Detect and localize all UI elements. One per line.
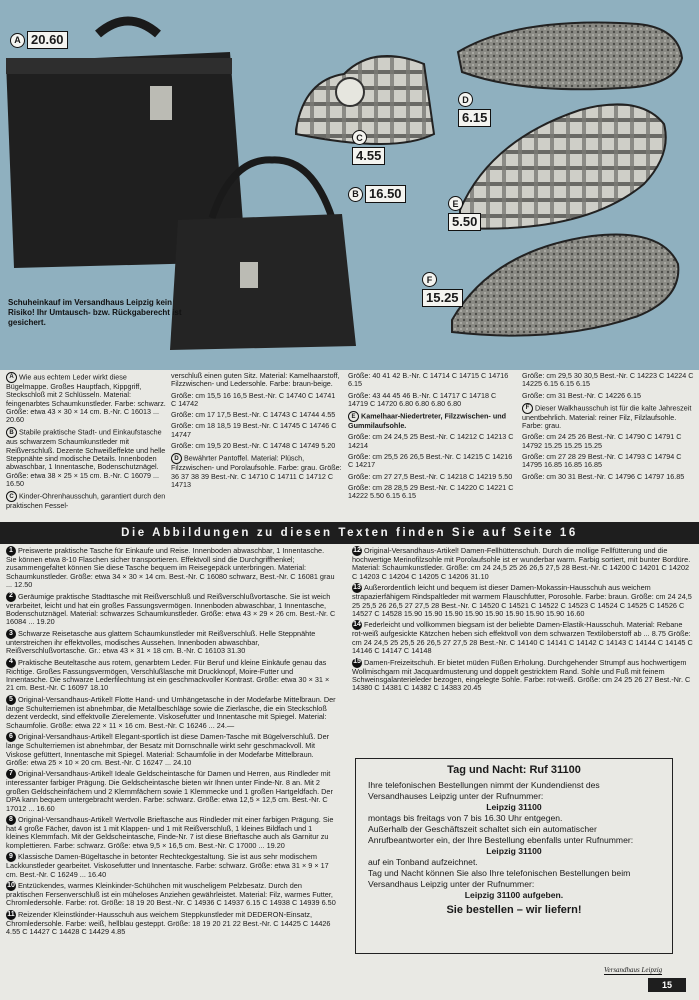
catalog-entry [348,484,516,501]
entry-text: Größe: cm 25,5 26 26,5 Best.-Nr. C 14215 C 14216 C 14217 [348,452,513,470]
box-paragraph: auf ein Tonband aufzeichnet. [368,857,478,867]
box-paragraph: Ihre telefonischen Bestellungen nimmt der Kundendienst des Versandhauses Leipzig unter der Rufnummer: [368,780,600,801]
catalog-entry [171,411,342,419]
item-text: Praktische Beuteltasche aus rotem, genarbtem Leder. Für Beruf und kleine Einkäufe genau das Richtige. Großes Fassungsvermögen, Verschlußlasche mit Druckknopf, Moire-Futter und Innentasche. Die schwarze Lederfilechtung ist ein geschmackvoller Kontrast. Größe: etwa 30 × 31 × 21 cm. Best.-Nr. C 16097 18.10 [6,657,330,693]
catalog-entry [171,422,342,439]
item-text: Original-Versandhaus-Artikel! Flotte Hand- und Umhängetasche in der Modefarbe Mittelbraun. Der lange Schulterriemen ist abnehmbar, die Metallbeschläge sowie die Zierlasche, die ein Steckschloß dezent verdeckt, sind effektvolle Zierelemente. Viskosefutter und Innentasche mit Spiegel. Material: Schaumfolie. Größe: etwa 22 × 11 × 16 cm. Best.-Nr. C 16246 ... 24.— [6,694,336,730]
catalog-column-4 [522,372,694,484]
catalog-entry [522,392,694,400]
catalog-entry [348,392,516,409]
item-letter: D [458,92,473,107]
entry-text: verschluß einen guten Sitz. Material: Kamelhaarstoff, Filzzwischen- und Ledersohle. Farbe: braun-beige. [171,371,340,389]
item-price: 5.50 [448,213,481,231]
box-slogan: Sie bestellen – wir liefern! [446,904,582,916]
box-paragraph: Tag und Nacht können Sie also Ihre telefonischen Bestellungen beim Versandhaus Leipzig unter der Rufnummer: [368,868,631,889]
entry-text: Bewährter Pantoffel. Material: Plüsch, Filzzwischen- und Porolaufsohle. Farbe: grau. Größe: 36 37 38 39 Best.-Nr. C 14710 C 14711 C 14712 C 14713 [171,453,342,489]
item-text: Original-Versandhaus-Artikel! Wertvolle Brieftasche aus Rindleder mit einer farbigen Prägung. Sie hat 4 große Fächer, davon ist 1 mit Klappen- und 1 mit Reißverschluß, 1 kleines Bildfach und 1 kleines Klemmfach. Mit der Geldscheintasche, Finde-Nr. 7 ist diese Brieftasche auch als Garnitur zu komplettieren. Farbe: schwarz. Größe: etwa 9,5 × 16,5 cm. Best.-Nr. C 17000 ... 19.20 [6,814,334,850]
catalog-entry [348,411,516,430]
item-text: Schwarze Reisetasche aus glattem Schaumkunstleder mit Reißverschluß. Helle Steppnähte unterstreichen ihr effektvolles, modisches Aussehen. Innenboden abwaschbar, Reißverschlußvortasche. Gr.: etwa 43 × 31 × 18 cm. B.-Nr. C 16103 31.30 [6,628,316,656]
item-number: 11 [6,910,16,920]
catalog-entry [6,427,167,488]
item-number: 7 [6,769,16,779]
box-paragraph: montags bis freitags von 7 bis 16.30 Uhr entgegen. [368,813,563,823]
entry-text: Kamelhaar-Niedertreter, Filzzwischen- und Gummilaufsohle. [348,411,506,431]
catalog-entry [522,372,694,389]
text-item [352,658,694,693]
text-item [6,815,336,850]
item-letter: A [10,33,25,48]
photo-note: Schuheinkauf im Versandhaus Leipzig kein Risiko! Ihr Umtausch- bzw. Rückgaberecht ist gesichert. [8,298,182,327]
entry-letter: B [6,427,17,438]
price-tag-e [448,196,481,231]
catalog-entry [522,473,694,481]
catalog-column-2 [171,372,342,492]
entry-text: Größe: cm 18 18,5 19 Best.-Nr. C 14745 C 14746 C 14747 [171,421,337,439]
item-text: Entzückendes, warmes Kleinkinder-Schühchen mit wuscheligem Pelzbesatz. Durch den praktischen Fersenverschluß ist ein müheloses Anziehen gewährleistet. Material: Filz, warmes Futter, Chromledersohle. Farbe: rot. Größe: 18 19 20 Best.-Nr. C 14936 C 14937 6.15 C 14938 C 14939 6.50 [6,880,336,908]
publisher-logo: Versandhaus Leipzig [604,966,663,974]
item-text: Geräumige praktische Stadttasche mit Reißverschluß und Reißverschlußvortasche. Sie ist weich verarbeitet, leicht und hat ein großes Fassungsvermögen. Innenboden abwaschbar, 1 Innentasche, Bodenschutznägel. Material: schwarzes Schaumkunstleder. Größe: etwa 43 × 29 × 26 cm. Best.-Nr. C 16084 ... 19.20 [6,591,336,627]
item-text: Reizender Kleinstkinder-Hausschuh aus weichem Steppkunstleder mit DEDERON-Einsatz, Chromledersohle. Farbe: weiß, hellblau gesteppt. Größe: 18 19 20 21 22 Best.-Nr. C 14425 C 14426 4.55 C 14427 C 14428 C 14429 4.85 [6,909,331,937]
item-price: 6.15 [458,109,491,127]
box-paragraph: Außerhalb der Geschäftszeit schaltet sich ein automatischer Anrufbeantworter ein, der Ihre Bestellung ebenfalls unter Rufnummer: [368,824,634,845]
section-band-heading: Die Abbildungen zu diesen Texten finden Sie auf Seite 16 [0,522,699,544]
item-number: 13 [352,583,362,593]
item-text: Original-Versandhaus-Artikel! Elegant-sportlich ist diese Damen-Tasche mit Bügelverschluß. Der lange Schulterriemen ist abnehmbar, der Besatz mit Dornschnalle wirkt sehr geschmackvoll. Mit Viskose gefüttert, Innentasche mit Spiegel. Material: Schaumfolie in der Modefarbe Mittelbraun. Größe: etwa 25 × 10 × 20 cm. Best.-Nr. C 16247 ... 24.10 [6,732,330,767]
catalog-entry [348,372,516,389]
entry-letter: F [522,403,533,414]
box-title: Tag und Nacht: Ruf 31100 [447,764,581,776]
entry-text: Größe: cm 24 24,5 25 Best.-Nr. C 14212 C 14213 C 14214 [348,432,514,450]
entry-text: Größe: cm 27 27,5 Best.-Nr. C 14218 C 14219 5.50 [348,471,513,481]
price-tag-a [10,31,68,49]
item-number: 2 [6,592,16,602]
text-item [6,910,336,937]
entry-text: Kinder-Ohrenhausschuh, garantiert durch den praktischen Fessel- [6,491,166,511]
catalog-column-3 [348,372,516,504]
catalog-column-1 [6,372,167,514]
price-tag-b [348,185,406,203]
item-letter: C [352,130,367,145]
phone-number: Leipzig 31100 [486,846,542,856]
catalog-entry [6,491,167,510]
item-number: 15 [352,658,362,668]
catalog-entry [522,403,694,431]
phone-number: Leipzig 31100 [486,802,542,812]
catalog-entry [171,442,342,450]
item-number: 6 [6,732,16,742]
item-number: 4 [6,658,16,668]
entry-text: Größe: cm 15,5 16 16,5 Best.-Nr. C 14740 C 14741 C 14742 [171,390,336,408]
catalog-entry [348,453,516,470]
catalog-entry [6,372,167,424]
catalog-entry [522,433,694,450]
item-number: 10 [6,881,16,891]
text-item [6,592,336,627]
item-number: 14 [352,620,362,630]
item-price: 4.55 [352,147,385,165]
catalog-entry [522,453,694,470]
entry-text: Größe: 43 44 45 46 B.-Nr. C 14717 C 14718 C 14719 C 14720 6.80 6.80 6.80 6.80 [348,390,497,408]
text-item [6,658,336,693]
entry-text: Stabile praktische Stadt- und Einkaufstasche aus schwarzem Schaumkunstleder mit Reißverschluß. Dezente Schweißeffekte und helle Steppnähte sind modische Details. Innenboden abwaschbar, 1 Innentasche, Bodenschutznägel. Größe: etwa 38 × 25 × 15 cm. B.-Nr. C 16079 ... 16.50 [6,427,166,488]
item-number: 9 [6,852,16,862]
item-price: 15.25 [422,289,463,307]
price-tag-d [458,92,491,127]
phone-number: Leipzig 31100 aufgeben. [464,890,564,900]
item-text: Außerordentlich leicht und bequem ist dieser Damen-Mokassin-Hausschuh aus weichem strapazierfähigem Rindspaltleder mit warmem Flauschfutter, Porosohle. Farbe: braun. Größe: cm 24 24,5 25 25,5 26 26,5 27 27,5 28 Best.-Nr. C 14520 C 14521 C 14522 C 14523 C 14524 C 14525 C 14526 C 14527 C 14528 15.90 15.90 15.90 15.90 15.90 15.90 15.90 15.90 16.60 [352,583,692,619]
catalog-descriptions [0,370,699,520]
tweed-slipper-icon [458,23,682,90]
item-letter: F [422,272,437,287]
entry-text: Größe: 40 41 42 B.-Nr. C 14714 C 14715 C 14716 6.15 [348,371,509,389]
item-number: 12 [352,546,362,556]
item-text: Original-Versandhaus-Artikel! Ideale Geldscheintasche für Damen und Herren, aus Rindleder mit interessanter farbiger Prägung. Die Geldscheintasche bieten wir Ihnen unter Finde-Nr. 8 an. Mit 2 großen Geldscheinfächern und 2 Klemmfächern sowie 1 Klemmecke und 1 großen Hartgeldfach. Der DPA kann bequem untergebracht werden. Farbe: schwarz. Größe: etwa 12,5 × 12,5 cm. Best.-Nr. C 17012 ... 16.60 [6,769,333,813]
text-item [6,881,336,908]
catalog-entry [348,473,516,481]
page-number: 15 [648,978,686,992]
text-item [6,732,336,767]
entry-letter: A [6,372,17,383]
felt-slipper-icon [452,235,678,336]
item-text: Damen-Freizeitschuh. Er bietet müden Füßen Erholung. Durchgehender Strumpf aus hochwertigem Wollmischgarn mit Jacquardmusterung und doppelt gestricktem Rand. Sohle und Fuß mit feinem Schweinsgalanterieleder bezogen, eingelegte Sohle. Farbe: rot-weiß. Größe: cm 24 25 26 27 Best.-Nr. C 14380 C 14381 C 14382 C 14383 20.45 [352,657,691,693]
item-text: Federleicht und vollkommen biegsam ist der beliebte Damen-Elastik-Hausschuh. Material: Rebane rot-weiß aufgesickte Kätzchen heben sich effektvoll von dem schwarzen Textiloberstoff ab ... 8.75 Größe: cm 24 24,5 25 25,5 26 26,5 27 27,5 28 Best.-Nr. C 14140 C 14141 C 14142 C 14143 C 14144 C 14145 C 14146 C 14147 C 14148 [352,620,693,656]
entry-letter: E [348,411,359,422]
item-number: 8 [6,815,16,825]
text-item [6,546,336,590]
price-tag-c [352,130,385,165]
text-item [6,629,336,656]
item-text: Preiswerte praktische Tasche für Einkaufe und Reise. Innenboden abwaschbar, 1 Innentasche. Sie können etwa 8-10 Flaschen sicher transportieren. Effektvoll sind die Durchgriffhenkel; zusammengefaltet können Sie diese Tasche bequem im Reisegepäck unterbringen. Material: Schaumkunstleder. Größe: etwa 34 × 30 × 14 cm. Best.-Nr. C 16080 schwarz, Best.-Nr. C 16081 grau ... 12.50 [6,545,335,590]
entry-text: Größe: cm 28 28,5 29 Best.-Nr. C 14220 C 14221 C 14222 5.50 6.15 6.15 [348,482,514,501]
text-item [6,695,336,730]
text-item [352,583,694,618]
entry-text: Größe: cm 19,5 20 Best.-Nr. C 14748 C 14749 5.20 [171,441,336,451]
entry-text: Größe: cm 24 25 26 Best.-Nr. C 14790 C 14791 C 14792 15.25 15.25 15.25 [522,432,682,450]
phone-order-box [355,758,673,954]
item-price: 20.60 [27,31,68,49]
right-text-column [352,546,694,695]
left-text-column [6,546,336,939]
item-letter: E [448,196,463,211]
entry-text: Dieser Walkhausschuh ist für die kalte Jahreszeit unentbehrlich. Material: reiner Filz, Filzlaufsohle. Farbe: grau. [522,403,692,431]
text-item [6,852,336,879]
catalog-entry [171,453,342,489]
entry-text: Größe: cm 29,5 30 30,5 Best.-Nr. C 14223 C 14224 C 14225 6.15 6.15 6.15 [522,371,694,389]
item-number: 1 [6,546,16,556]
product-photo [0,0,699,370]
entry-text: Wie aus echtem Leder wirkt diese Bügelmappe. Großes Hauptfach, Kippgriff, Steckschloß mit 2 Schlüsseln. Material: feingenarbtes Schaumkunstleder. Farbe: schwarz. Größe: etwa 43 × 30 × 14 cm. B.-Nr. C 16013 ... 20.60 [6,372,166,425]
entry-letter: C [6,491,17,502]
item-letter: B [348,187,363,202]
entry-text: Größe: cm 27 28 29 Best.-Nr. C 14793 C 14794 C 14795 16.85 16.85 16.85 [522,452,682,470]
price-tag-f [422,272,463,307]
text-item [6,769,336,813]
item-text: Original-Versandhaus-Artikel! Damen-Fellhüttenschuh. Durch die mollige Fellfütterung und die hochwertige Merinofilzsohle mit Porolaufsohle ist er wunderbar warm. Farbig sortiert, mit bunter Bordüre. Material: Schaumkunstleder. Größe: cm 24 24,5 25 26 26,5 27,5 28 Best.-Nr. C 14200 C 14201 C 14202 C 14203 C 14204 C 14205 C 14206 31.10 [352,545,691,581]
catalog-entry [171,392,342,409]
catalog-entry [348,433,516,450]
text-item [352,620,694,655]
entry-letter: D [171,453,182,464]
item-number: 3 [6,629,16,639]
item-number: 5 [6,695,16,705]
catalog-entry [171,372,342,389]
text-item [352,546,694,581]
entry-text: Größe: cm 17 17,5 Best.-Nr. C 14743 C 14744 4.55 [171,410,336,420]
entry-text: Größe: cm 30 31 Best.-Nr. C 14796 C 14797 16.85 [522,471,685,481]
item-price: 16.50 [365,185,406,203]
entry-text: Größe: cm 31 Best.-Nr. C 14226 6.15 [522,390,642,400]
item-text: Klassische Damen-Bügeltasche in betonter Rechteckgestaltung. Sie ist aus sehr modischem Lackkunstleder gearbeitet. Viskosefutter und Innentasche. Farbe: schwarz. Größe: etwa 31 × 9 × 17 cm. Best.-Nr. C 16249 ... 16.40 [6,852,329,879]
